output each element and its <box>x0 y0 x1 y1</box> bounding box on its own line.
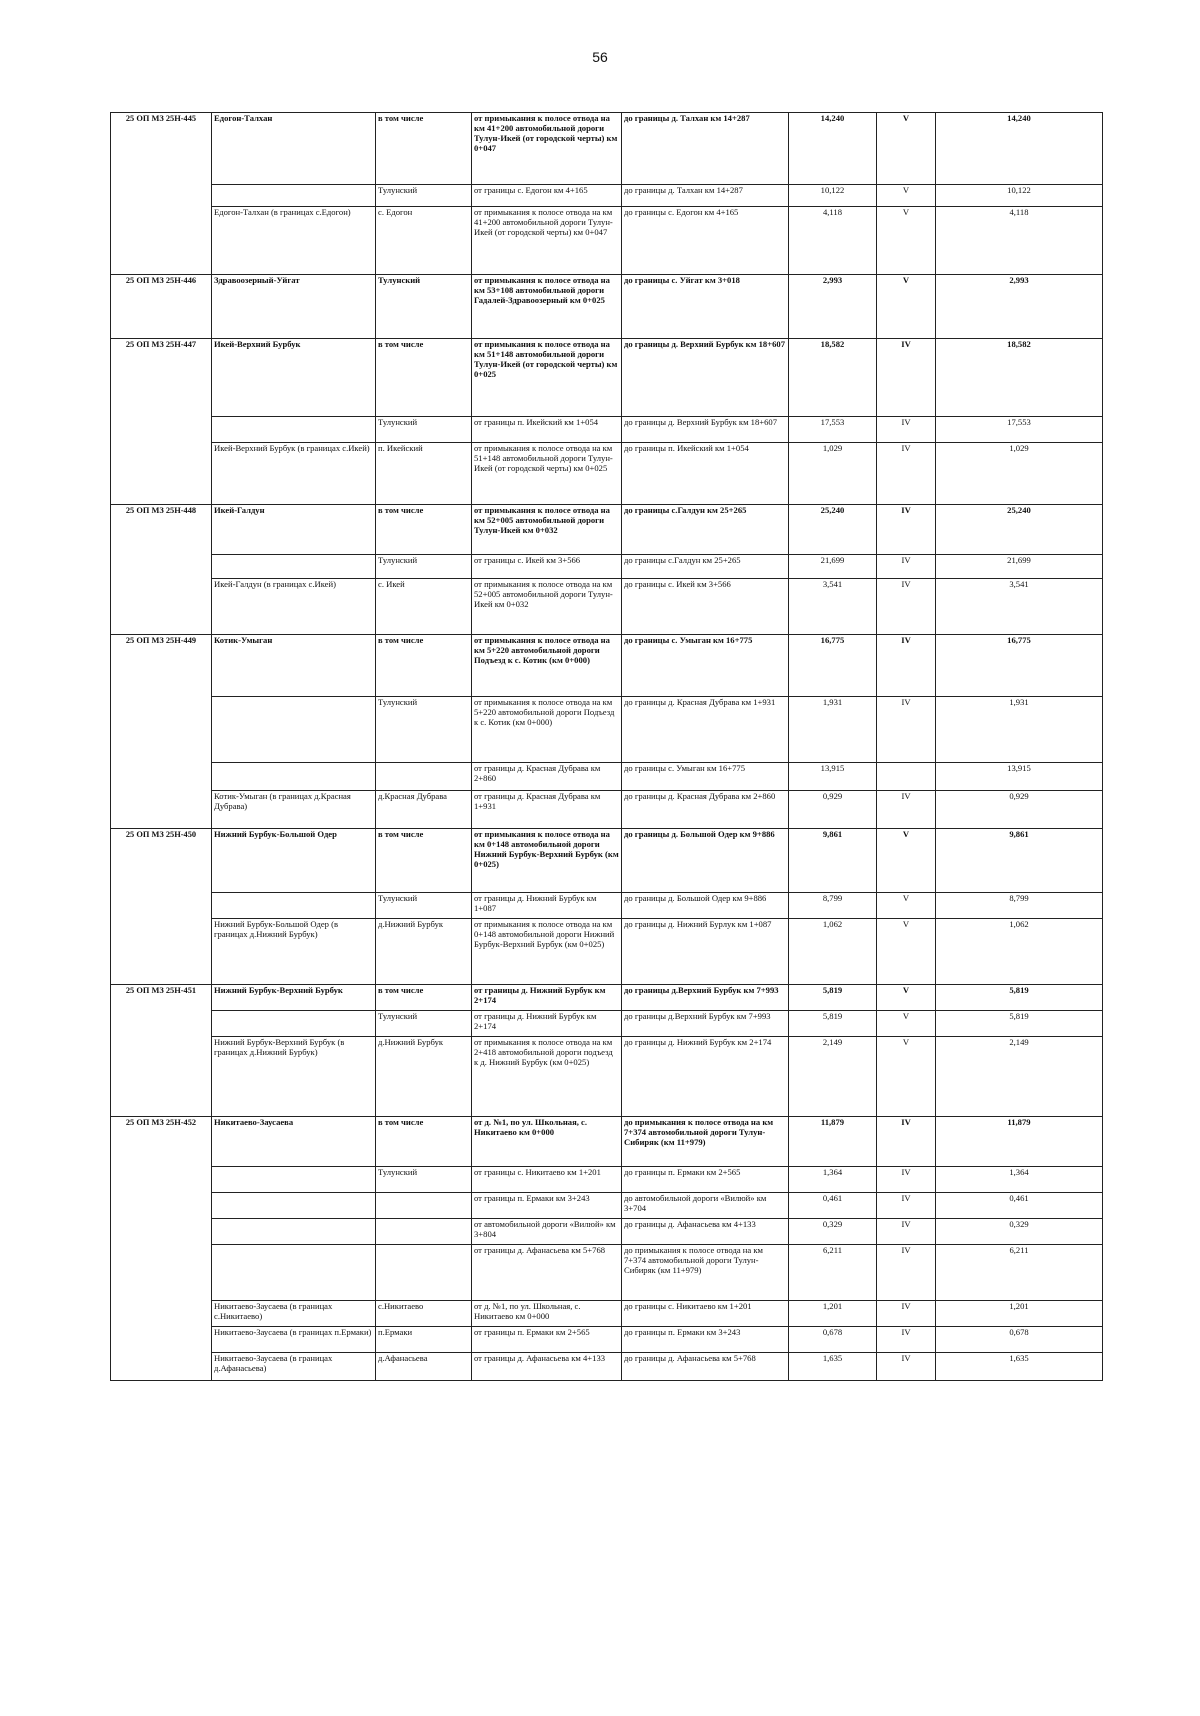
to-cell: до границы д. Афанасьева км 5+768 <box>622 1353 789 1381</box>
district-cell: с. Икей <box>376 579 472 635</box>
table-row <box>111 1245 1103 1301</box>
category-cell: V <box>877 1011 936 1037</box>
road-name-cell: Никитаево-Заусаева <box>212 1117 376 1167</box>
category-length-cell: 5,819 <box>936 985 1103 1011</box>
road-name-cell: Икей-Галдун <box>212 505 376 555</box>
road-name-cell <box>212 1167 376 1193</box>
from-cell: от границы д. Афанасьева км 4+133 <box>472 1353 622 1381</box>
district-cell: в том числе <box>376 339 472 417</box>
district-cell <box>376 1245 472 1301</box>
category-cell: IV <box>877 1301 936 1327</box>
length-cell: 1,062 <box>789 919 877 985</box>
length-cell: 18,582 <box>789 339 877 417</box>
road-name-cell: Нижний Бурбук-Большой Одер <box>212 829 376 893</box>
from-cell: от границы д. Красная Дубрава км 1+931 <box>472 791 622 829</box>
category-length-cell: 0,461 <box>936 1193 1103 1219</box>
district-cell: д.Нижний Бурбук <box>376 1037 472 1117</box>
to-cell: до границы д. Нижний Бурбук км 2+174 <box>622 1037 789 1117</box>
length-cell: 8,799 <box>789 893 877 919</box>
district-cell <box>376 1193 472 1219</box>
category-length-cell: 4,118 <box>936 207 1103 275</box>
to-cell: до границы с. Умыган км 16+775 <box>622 763 789 791</box>
district-cell: в том числе <box>376 1117 472 1167</box>
category-length-cell: 8,799 <box>936 893 1103 919</box>
category-cell: V <box>877 1037 936 1117</box>
length-cell: 1,635 <box>789 1353 877 1381</box>
table-row <box>111 763 1103 791</box>
to-cell: до границы с. Никитаево км 1+201 <box>622 1301 789 1327</box>
table-row <box>111 1353 1103 1381</box>
district-cell: п. Икейский <box>376 443 472 505</box>
from-cell: от примыкания к полосе отвода на км 51+148 автомобильной дороги Тулун-Икей (от городской черты) км 0+025 <box>472 339 622 417</box>
length-cell: 9,861 <box>789 829 877 893</box>
category-cell: V <box>877 113 936 185</box>
from-cell: от границы п. Икейский км 1+054 <box>472 417 622 443</box>
district-cell: Тулунский <box>376 275 472 339</box>
table-row <box>111 1117 1103 1167</box>
category-cell: IV <box>877 1219 936 1245</box>
length-cell: 1,029 <box>789 443 877 505</box>
to-cell: до границы с. Едогон км 4+165 <box>622 207 789 275</box>
to-cell: до границы д. Большой Одер км 9+886 <box>622 893 789 919</box>
from-cell: от примыкания к полосе отвода на км 0+148 автомобильной дороги Нижний Бурбук-Верхний Бурбук (км 0+025) <box>472 919 622 985</box>
table-row <box>111 1193 1103 1219</box>
to-cell: до границы д. Талхан км 14+287 <box>622 113 789 185</box>
table-row <box>111 791 1103 829</box>
road-name-cell <box>212 1219 376 1245</box>
district-cell: в том числе <box>376 635 472 697</box>
category-length-cell: 11,879 <box>936 1117 1103 1167</box>
road-name-cell <box>212 763 376 791</box>
table-row <box>111 985 1103 1011</box>
category-length-cell: 6,211 <box>936 1245 1103 1301</box>
category-length-cell: 10,122 <box>936 185 1103 207</box>
to-cell: до границы д. Афанасьева км 4+133 <box>622 1219 789 1245</box>
from-cell: от границы п. Ермаки км 2+565 <box>472 1327 622 1353</box>
road-name-cell: Икей-Галдун (в границах с.Икей) <box>212 579 376 635</box>
district-cell: Тулунский <box>376 1011 472 1037</box>
category-cell: IV <box>877 579 936 635</box>
category-length-cell: 1,364 <box>936 1167 1103 1193</box>
district-cell <box>376 1219 472 1245</box>
road-name-cell <box>212 555 376 579</box>
category-cell: IV <box>877 1117 936 1167</box>
length-cell: 1,364 <box>789 1167 877 1193</box>
to-cell: до границы п. Ермаки км 3+243 <box>622 1327 789 1353</box>
roads-table <box>110 112 1103 1381</box>
length-cell: 17,553 <box>789 417 877 443</box>
category-cell: V <box>877 275 936 339</box>
table-row <box>111 505 1103 555</box>
length-cell: 0,329 <box>789 1219 877 1245</box>
category-cell: V <box>877 893 936 919</box>
category-length-cell: 16,775 <box>936 635 1103 697</box>
roads-table-body <box>111 113 1103 1381</box>
table-row <box>111 555 1103 579</box>
road-name-cell: Никитаево-Заусаева (в границах с.Никитаево) <box>212 1301 376 1327</box>
length-cell: 0,929 <box>789 791 877 829</box>
table-row <box>111 893 1103 919</box>
district-cell: Тулунский <box>376 697 472 763</box>
to-cell: до автомобильной дороги «Вилюй» км 3+704 <box>622 1193 789 1219</box>
length-cell: 4,118 <box>789 207 877 275</box>
category-cell: IV <box>877 697 936 763</box>
table-row <box>111 443 1103 505</box>
from-cell: от д. №1, по ул. Школьная, с. Никитаево км 0+000 <box>472 1301 622 1327</box>
from-cell: от границы д. Афанасьева км 5+768 <box>472 1245 622 1301</box>
table-row <box>111 919 1103 985</box>
district-cell: с.Никитаево <box>376 1301 472 1327</box>
category-length-cell: 17,553 <box>936 417 1103 443</box>
road-name-cell: Нижний Бурбук-Верхний Бурбук <box>212 985 376 1011</box>
category-length-cell: 1,931 <box>936 697 1103 763</box>
length-cell: 3,541 <box>789 579 877 635</box>
to-cell: до границы д. Верхний Бурбук км 18+607 <box>622 417 789 443</box>
from-cell: от примыкания к полосе отвода на км 0+148 автомобильной дороги Нижний Бурбук-Верхний Бурбук (км 0+025) <box>472 829 622 893</box>
district-cell: Тулунский <box>376 185 472 207</box>
road-code: 25 ОП МЗ 25Н-446 <box>111 275 212 339</box>
from-cell: от границы д. Нижний Бурбук км 1+087 <box>472 893 622 919</box>
category-cell <box>877 763 936 791</box>
road-name-cell: Здравоозерный-Уйгат <box>212 275 376 339</box>
district-cell: д.Афанасьева <box>376 1353 472 1381</box>
district-cell: в том числе <box>376 113 472 185</box>
road-name-cell: Икей-Верхний Бурбук (в границах с.Икей) <box>212 443 376 505</box>
category-cell: V <box>877 829 936 893</box>
category-length-cell: 1,201 <box>936 1301 1103 1327</box>
table-row <box>111 1219 1103 1245</box>
category-length-cell: 5,819 <box>936 1011 1103 1037</box>
category-cell: V <box>877 207 936 275</box>
road-name-cell <box>212 417 376 443</box>
length-cell: 11,879 <box>789 1117 877 1167</box>
to-cell: до границы с. Икей км 3+566 <box>622 579 789 635</box>
from-cell: от примыкания к полосе отвода на км 5+220 автомобильной дороги Подъезд к с. Котик (км 0+000) <box>472 635 622 697</box>
from-cell: от примыкания к полосе отвода на км 53+108 автомобильной дороги Гадалей-Здравоозерный км 0+025 <box>472 275 622 339</box>
category-length-cell: 2,993 <box>936 275 1103 339</box>
length-cell: 0,678 <box>789 1327 877 1353</box>
category-cell: V <box>877 919 936 985</box>
category-length-cell: 2,149 <box>936 1037 1103 1117</box>
road-name-cell: Нижний Бурбук-Верхний Бурбук (в границах д.Нижний Бурбук) <box>212 1037 376 1117</box>
from-cell: от д. №1, по ул. Школьная, с. Никитаево км 0+000 <box>472 1117 622 1167</box>
table-row <box>111 697 1103 763</box>
table-row <box>111 275 1103 339</box>
length-cell: 10,122 <box>789 185 877 207</box>
road-name-cell: Никитаево-Заусаева (в границах п.Ермаки) <box>212 1327 376 1353</box>
from-cell: от границы д. Нижний Бурбук км 2+174 <box>472 985 622 1011</box>
category-length-cell: 0,929 <box>936 791 1103 829</box>
length-cell: 6,211 <box>789 1245 877 1301</box>
category-length-cell: 1,062 <box>936 919 1103 985</box>
from-cell: от границы с. Никитаево км 1+201 <box>472 1167 622 1193</box>
from-cell: от автомобильной дороги «Вилюй» км 3+804 <box>472 1219 622 1245</box>
to-cell: до границы с. Уйгат км 3+018 <box>622 275 789 339</box>
table-row <box>111 1301 1103 1327</box>
from-cell: от примыкания к полосе отвода на км 51+148 автомобильной дороги Тулун-Икей (от городской черты) км 0+025 <box>472 443 622 505</box>
road-name-cell <box>212 1011 376 1037</box>
to-cell: до границы д. Большой Одер км 9+886 <box>622 829 789 893</box>
category-cell: IV <box>877 505 936 555</box>
district-cell: Тулунский <box>376 1167 472 1193</box>
road-name-cell: Никитаево-Заусаева (в границах д.Афанасьева) <box>212 1353 376 1381</box>
district-cell: д.Нижний Бурбук <box>376 919 472 985</box>
road-name-cell: Нижний Бурбук-Большой Одер (в границах д.Нижний Бурбук) <box>212 919 376 985</box>
from-cell: от границы п. Ермаки км 3+243 <box>472 1193 622 1219</box>
page-number: 56 <box>592 49 608 65</box>
road-name-cell <box>212 697 376 763</box>
table-row <box>111 185 1103 207</box>
road-name-cell <box>212 1245 376 1301</box>
from-cell: от примыкания к полосе отвода на км 41+200 автомобильной дороги Тулун-Икей (от городской черты) км 0+047 <box>472 113 622 185</box>
road-name-cell: Едогон-Талхан <box>212 113 376 185</box>
to-cell: до границы п. Ермаки км 2+565 <box>622 1167 789 1193</box>
district-cell: Тулунский <box>376 417 472 443</box>
road-name-cell: Котик-Умыган <box>212 635 376 697</box>
category-cell: IV <box>877 1245 936 1301</box>
category-cell: IV <box>877 417 936 443</box>
to-cell: до границы с.Галдун км 25+265 <box>622 555 789 579</box>
to-cell: до границы п. Икейский км 1+054 <box>622 443 789 505</box>
category-length-cell: 1,635 <box>936 1353 1103 1381</box>
length-cell: 1,931 <box>789 697 877 763</box>
category-cell: IV <box>877 443 936 505</box>
district-cell: д.Красная Дубрава <box>376 791 472 829</box>
category-cell: IV <box>877 1193 936 1219</box>
length-cell: 5,819 <box>789 1011 877 1037</box>
table-row <box>111 113 1103 185</box>
table-row <box>111 579 1103 635</box>
table-row <box>111 829 1103 893</box>
to-cell: до границы д.Верхний Бурбук км 7+993 <box>622 985 789 1011</box>
category-cell: IV <box>877 555 936 579</box>
from-cell: от примыкания к полосе отвода на км 52+005 автомобильной дороги Тулун-Икей км 0+032 <box>472 579 622 635</box>
to-cell: до границы д. Красная Дубрава км 2+860 <box>622 791 789 829</box>
district-cell: в том числе <box>376 505 472 555</box>
road-name-cell: Едогон-Талхан (в границах с.Едогон) <box>212 207 376 275</box>
category-cell: IV <box>877 1327 936 1353</box>
category-cell: IV <box>877 1167 936 1193</box>
table-row <box>111 1167 1103 1193</box>
length-cell: 1,201 <box>789 1301 877 1327</box>
category-cell: IV <box>877 339 936 417</box>
district-cell <box>376 763 472 791</box>
to-cell: до границы д. Талхан км 14+287 <box>622 185 789 207</box>
road-code: 25 ОП МЗ 25Н-447 <box>111 339 212 505</box>
category-cell: V <box>877 985 936 1011</box>
from-cell: от границы с. Икей км 3+566 <box>472 555 622 579</box>
category-cell: IV <box>877 635 936 697</box>
length-cell: 5,819 <box>789 985 877 1011</box>
road-name-cell: Икей-Верхний Бурбук <box>212 339 376 417</box>
to-cell: до границы с.Галдун км 25+265 <box>622 505 789 555</box>
road-code: 25 ОП МЗ 25Н-451 <box>111 985 212 1117</box>
to-cell: до границы д. Верхний Бурбук км 18+607 <box>622 339 789 417</box>
category-cell: IV <box>877 1353 936 1381</box>
to-cell: до границы д. Красная Дубрава км 1+931 <box>622 697 789 763</box>
district-cell: Тулунский <box>376 893 472 919</box>
road-code: 25 ОП МЗ 25Н-449 <box>111 635 212 829</box>
category-length-cell: 13,915 <box>936 763 1103 791</box>
road-code: 25 ОП МЗ 25Н-450 <box>111 829 212 985</box>
table-row <box>111 1327 1103 1353</box>
table-row <box>111 1011 1103 1037</box>
category-length-cell: 14,240 <box>936 113 1103 185</box>
table-row <box>111 207 1103 275</box>
from-cell: от границы с. Едогон км 4+165 <box>472 185 622 207</box>
table-row <box>111 339 1103 417</box>
table-row <box>111 635 1103 697</box>
road-code: 25 ОП МЗ 25Н-445 <box>111 113 212 275</box>
category-length-cell: 21,699 <box>936 555 1103 579</box>
category-length-cell: 9,861 <box>936 829 1103 893</box>
to-cell: до примыкания к полосе отвода на км 7+374 автомобильной дороги Тулун-Сибиряк (км 11+979) <box>622 1245 789 1301</box>
category-length-cell: 3,541 <box>936 579 1103 635</box>
length-cell: 13,915 <box>789 763 877 791</box>
to-cell: до границы с. Умыган км 16+775 <box>622 635 789 697</box>
category-length-cell: 25,240 <box>936 505 1103 555</box>
to-cell: до границы д. Нижний Бурлук км 1+087 <box>622 919 789 985</box>
length-cell: 0,461 <box>789 1193 877 1219</box>
from-cell: от примыкания к полосе отвода на км 52+005 автомобильной дороги Тулун-Икей км 0+032 <box>472 505 622 555</box>
table-row <box>111 1037 1103 1117</box>
road-code: 25 ОП МЗ 25Н-452 <box>111 1117 212 1381</box>
from-cell: от границы д. Красная Дубрава км 2+860 <box>472 763 622 791</box>
length-cell: 2,993 <box>789 275 877 339</box>
from-cell: от примыкания к полосе отвода на км 5+220 автомобильной дороги Подъезд к с. Котик (км 0+000) <box>472 697 622 763</box>
district-cell: в том числе <box>376 985 472 1011</box>
category-length-cell: 18,582 <box>936 339 1103 417</box>
road-name-cell <box>212 893 376 919</box>
district-cell: с. Едогон <box>376 207 472 275</box>
from-cell: от примыкания к полосе отвода на км 2+418 автомобильной дороги подъезд к д. Нижний Бурбук (км 0+025) <box>472 1037 622 1117</box>
length-cell: 16,775 <box>789 635 877 697</box>
to-cell: до примыкания к полосе отвода на км 7+374 автомобильной дороги Тулун-Сибиряк (км 11+979) <box>622 1117 789 1167</box>
table-row <box>111 417 1103 443</box>
length-cell: 21,699 <box>789 555 877 579</box>
road-name-cell <box>212 185 376 207</box>
category-length-cell: 1,029 <box>936 443 1103 505</box>
road-code: 25 ОП МЗ 25Н-448 <box>111 505 212 635</box>
category-length-cell: 0,678 <box>936 1327 1103 1353</box>
district-cell: в том числе <box>376 829 472 893</box>
district-cell: п.Ермаки <box>376 1327 472 1353</box>
length-cell: 2,149 <box>789 1037 877 1117</box>
category-length-cell: 0,329 <box>936 1219 1103 1245</box>
from-cell: от примыкания к полосе отвода на км 41+200 автомобильной дороги Тулун-Икей (от городской черты) км 0+047 <box>472 207 622 275</box>
road-name-cell: Котик-Умыган (в границах д.Красная Дубрава) <box>212 791 376 829</box>
to-cell: до границы д.Верхний Бурбук км 7+993 <box>622 1011 789 1037</box>
district-cell: Тулунский <box>376 555 472 579</box>
road-name-cell <box>212 1193 376 1219</box>
category-cell: IV <box>877 791 936 829</box>
length-cell: 25,240 <box>789 505 877 555</box>
category-cell: V <box>877 185 936 207</box>
length-cell: 14,240 <box>789 113 877 185</box>
from-cell: от границы д. Нижний Бурбук км 2+174 <box>472 1011 622 1037</box>
